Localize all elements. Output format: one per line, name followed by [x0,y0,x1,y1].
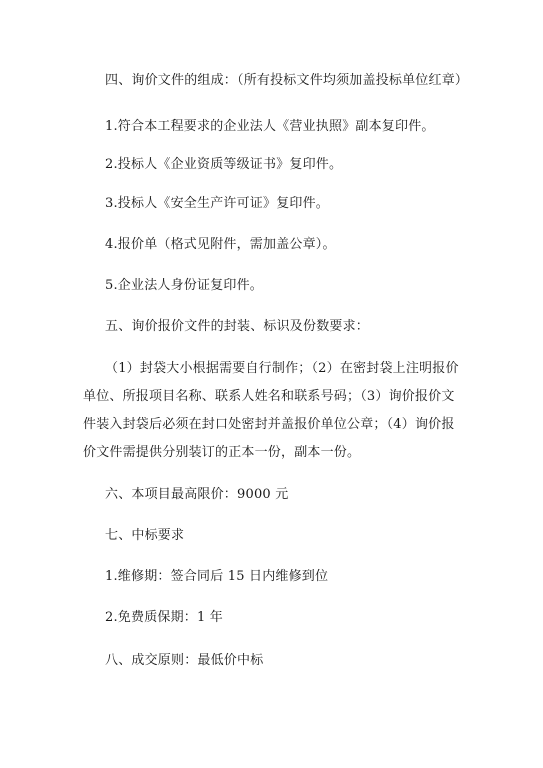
section-5-body: （1）封袋大小根据需要自行制作；（2）在密封袋上注明报价单位、所报项目名称、联系人姓名和联系号码；（3）询价报价文件装入封袋后必须在封口处密封并盖报价单位公章；（4）询价报价文件需提供分别装订的正本一份，副本一份。 [83,361,459,460]
section-4-heading: 四、询价文件的组成：（所有投标文件均须加盖投标单位红章） [105,73,469,88]
section-8-heading: 八、成交原则：最低价中标 [105,653,264,668]
section-6-heading: 六、本项目最高限价：9000 元 [105,487,289,502]
section-7-item-2: 2.免费质保期：1 年 [105,610,224,625]
section-7-item-1: 1.维修期：签合同后 15 日内维修到位 [105,569,329,584]
section-4-item-2: 2.投标人《企业资质等级证书》复印件。 [105,157,343,172]
section-7-heading: 七、中标要求 [105,528,185,543]
section-4-item-5: 5.企业法人身份证复印件。 [105,278,264,293]
section-4-item-3: 3.投标人《安全生产许可证》复印件。 [105,196,330,211]
section-5-heading: 五、询价报价文件的封装、标识及份数要求： [105,319,370,334]
section-4-item-1: 1.符合本工程要求的企业法人《营业执照》副本复印件。 [105,119,435,134]
section-4-item-4: 4.报价单（格式见附件，需加盖公章）。 [105,237,336,252]
